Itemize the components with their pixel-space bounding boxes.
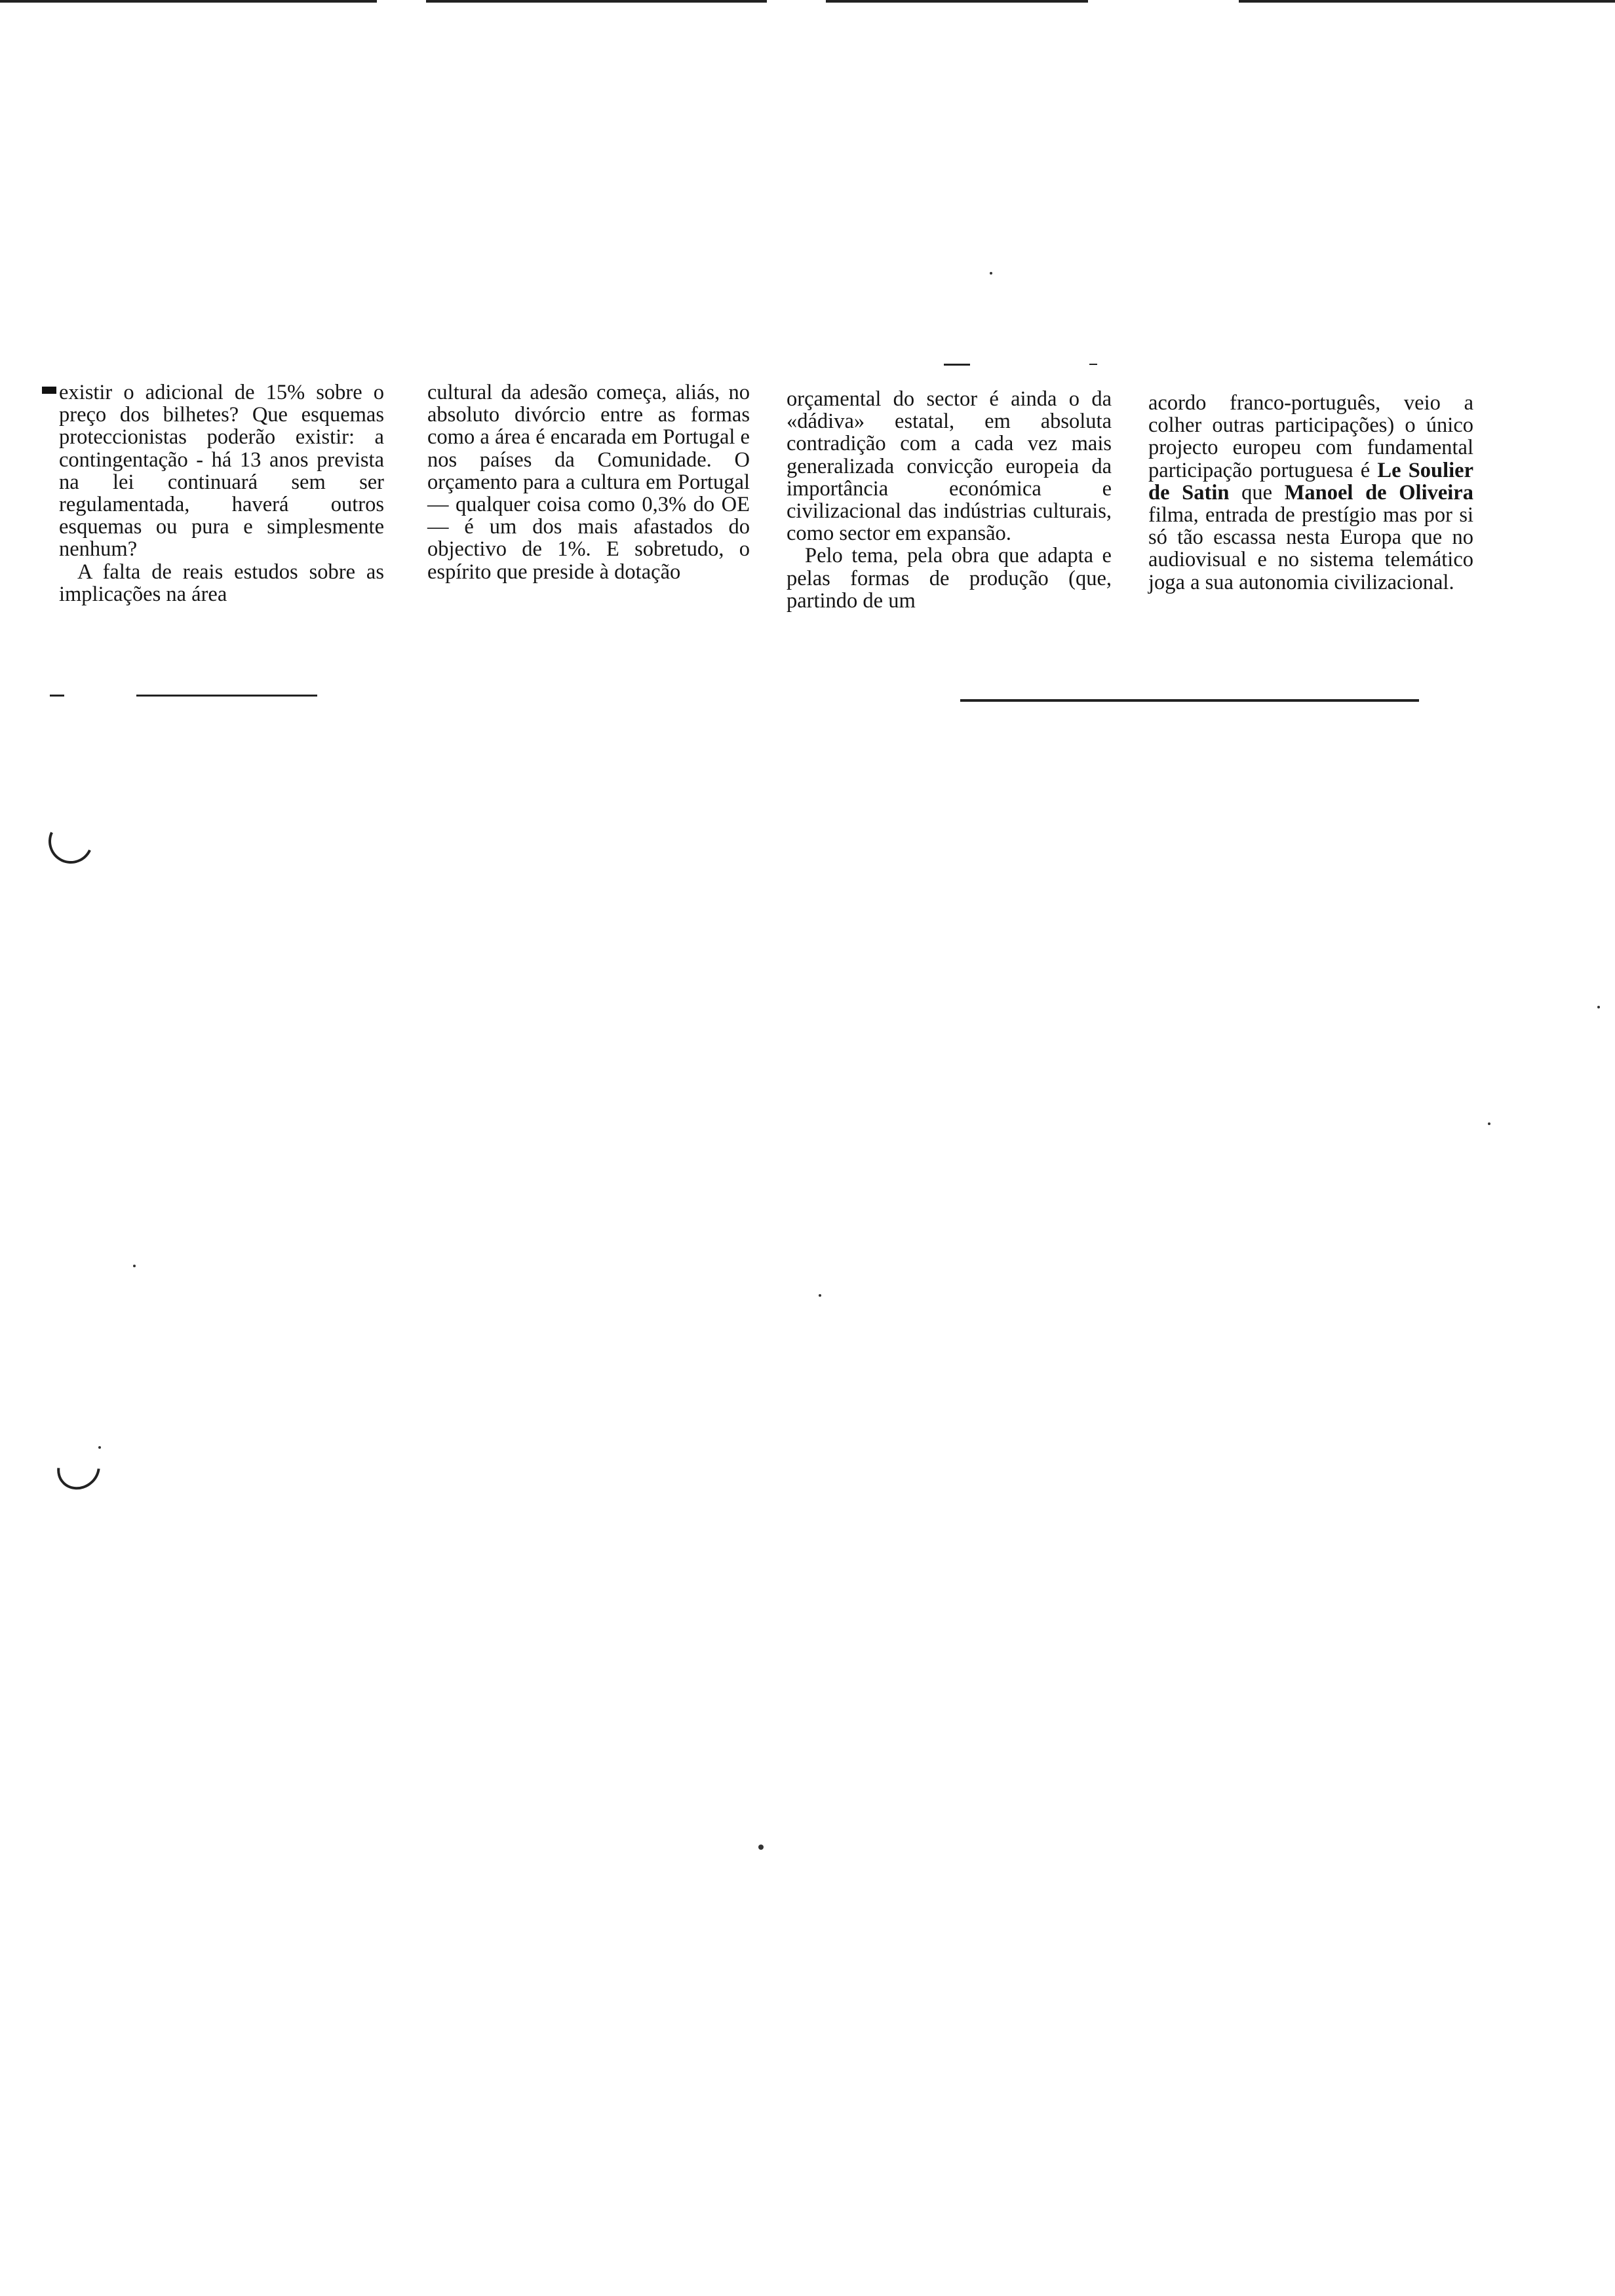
column-3-paragraph-1: orçamental do sector é ainda o da «dádiva» estatal, em absoluta contradição com a cada vez mais generalizada convicção europeia da importância económica e civilizacional das indústrias culturais, como sector em expansão. <box>787 387 1112 546</box>
article-column-1 <box>59 381 384 605</box>
scan-speck <box>758 1845 764 1850</box>
column-1-paragraph-1: existir o adicional de 15% sobre o preço dos bilhetes? Que esquemas proteccionistas poderão existir: a contingentação - há 13 anos prevista na lei continuará sem ser regulamentada, haverá outros esquemas ou pura e simplesmente nenhum? <box>59 381 384 562</box>
column-3-paragraph-2: Pelo tema, pela obra que adapta e pelas formas de produção (que, partindo de um <box>787 544 1112 613</box>
scan-speck <box>1488 1122 1490 1125</box>
column-4-paragraph-1 <box>1148 392 1473 594</box>
scan-speck <box>819 1294 821 1297</box>
article-column-3 <box>787 388 1112 612</box>
column-end-rule <box>960 699 1419 702</box>
scan-speck <box>133 1265 136 1267</box>
column-2-paragraph-1: cultural da adesão começa, aliás, no absoluto divórcio entre as formas como a área é encarada em Portugal e nos países da Comunidade. O orçamento para a cultura em Portugal — qualquer coisa como 0,3% do OE — é um dos mais afastados do objectivo de 1%. E sobretudo, o espírito que preside à dotação <box>427 381 750 584</box>
punch-hole-mark <box>42 813 99 870</box>
scan-speck <box>1597 1006 1600 1008</box>
director-name: Manoel de Oliveira <box>1284 480 1473 505</box>
column-end-rule <box>50 695 64 697</box>
scan-border-top <box>826 0 1088 3</box>
film-title: Le Soulier de Satin <box>1148 458 1474 505</box>
scan-border-top <box>0 0 377 3</box>
scan-border-top <box>426 0 767 3</box>
column-4-text-middle: que <box>1241 480 1273 505</box>
column-end-rule <box>136 695 317 697</box>
column-1-paragraph-2: A falta de reais estudos sobre as implicações na área <box>59 560 384 606</box>
scan-dash <box>1089 364 1097 365</box>
article-column-4 <box>1148 392 1473 594</box>
column-4-text-after: filma, entrada de prestígio mas por si só tão escassa nesta Europa que no audiovisual e no sistema telemático joga a sua autonomia civilizacional. <box>1148 503 1473 594</box>
column-4-text-before-title: acordo franco-português, veio a colher outras participações) o único projecto europeu com fundamental participação portuguesa é <box>1148 391 1473 482</box>
article-column-2 <box>427 381 750 583</box>
paragraph-bullet <box>42 387 56 394</box>
scan-speck <box>990 272 992 275</box>
scan-dash <box>944 364 970 366</box>
scan-border-top <box>1239 0 1615 3</box>
scan-speck <box>98 1446 101 1449</box>
